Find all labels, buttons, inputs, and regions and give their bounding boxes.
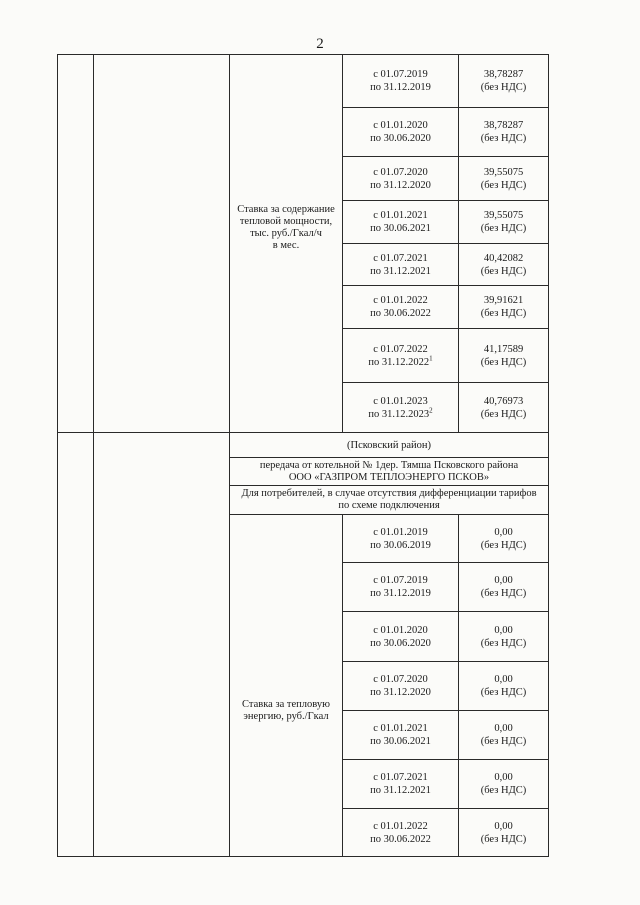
tariff-value: 39,55075 (483, 166, 524, 178)
period-from: с 01.01.2021 (373, 723, 428, 734)
rate-label-line: тыс. руб./Гкал/ч (250, 228, 322, 239)
rate-label-line: в мес. (272, 240, 300, 251)
vat-note: (без НДС) (480, 687, 527, 698)
period-cell (343, 515, 458, 562)
period-to: по 31.12.2019 (370, 588, 431, 599)
vat-note: (без НДС) (480, 588, 527, 599)
period-from: с 01.01.2020 (373, 120, 428, 131)
period-cell (343, 55, 458, 107)
period-cell (343, 383, 458, 432)
period-to: по 30.06.2021 (370, 736, 431, 747)
tariff-value: 0,00 (494, 674, 513, 685)
period-from: с 01.07.2022 (373, 343, 428, 355)
vat-note: (без НДС) (480, 637, 527, 649)
rate-label-line: энергию, руб./Гкал (243, 711, 329, 722)
period-from: с 01.01.2019 (373, 526, 428, 538)
value-cell (459, 201, 548, 243)
period-cell (343, 201, 458, 243)
value-cell (459, 612, 548, 661)
tariff-value: 39,91621 (483, 295, 524, 306)
table-border-right (548, 54, 549, 857)
period-cell (343, 244, 458, 285)
value-cell (459, 329, 548, 382)
value-cell (459, 809, 548, 856)
value-cell (459, 515, 548, 562)
period-to: по 31.12.2020 (370, 179, 431, 191)
vat-note: (без НДС) (480, 736, 527, 747)
tariff-value: 0,00 (494, 624, 513, 636)
rate-label-line: Ставка за тепловую (242, 699, 330, 710)
tariff-value: 38,78287 (483, 69, 524, 80)
rate-label-line: Ставка за содержание (237, 204, 335, 215)
tariff-value: 40,42082 (483, 252, 524, 264)
value-cell (459, 760, 548, 808)
vat-note: (без НДС) (480, 408, 527, 420)
table-col-divider (229, 54, 230, 432)
transmission-row (230, 458, 548, 485)
period-cell (343, 286, 458, 328)
period-from: с 01.07.2021 (373, 252, 428, 264)
tariff-value: 0,00 (494, 772, 513, 783)
period-from: с 01.01.2022 (373, 820, 428, 832)
period-cell (343, 329, 458, 382)
period-to (368, 408, 432, 421)
footnote-mark: 1 (429, 354, 433, 362)
period-to: по 31.12.2021 (370, 265, 431, 277)
period-from: с 01.07.2020 (373, 166, 428, 178)
tariff-value: 0,00 (494, 575, 513, 586)
rate-label-capacity (231, 204, 341, 252)
value-cell (459, 711, 548, 759)
period-to-text: по 31.12.2022 (368, 356, 430, 368)
period-from: с 01.01.2020 (373, 624, 428, 636)
page-number: 2 (316, 36, 324, 52)
period-to: по 31.12.2021 (370, 785, 431, 796)
period-to: по 30.06.2022 (370, 833, 431, 845)
value-cell (459, 662, 548, 710)
tariff-value: 41,17589 (483, 343, 524, 355)
value-cell (459, 108, 548, 156)
value-cell (459, 55, 548, 107)
vat-note: (без НДС) (480, 308, 527, 319)
consumers-line: по схеме подключения (338, 500, 440, 511)
period-cell (343, 760, 458, 808)
period-to: по 30.06.2022 (370, 308, 431, 319)
table-col-divider (93, 54, 94, 857)
vat-note: (без НДС) (480, 785, 527, 796)
value-cell (459, 563, 548, 611)
period-from: с 01.07.2019 (373, 69, 428, 80)
vat-note: (без НДС) (480, 82, 527, 93)
vat-note: (без НДС) (480, 223, 527, 234)
period-cell (343, 563, 458, 611)
vat-note: (без НДС) (480, 265, 527, 277)
period-to: по 30.06.2019 (370, 539, 431, 551)
tariff-value: 38,78287 (483, 120, 524, 131)
tariff-value: 0,00 (494, 526, 513, 538)
period-cell (343, 711, 458, 759)
tariff-value: 40,76973 (483, 395, 524, 407)
table-border-left (57, 54, 58, 857)
period-cell (343, 809, 458, 856)
tariff-value: 0,00 (494, 723, 513, 734)
period-cell (343, 612, 458, 661)
period-to (368, 356, 432, 369)
value-cell (459, 286, 548, 328)
period-from: с 01.07.2021 (373, 772, 428, 783)
consumers-line: Для потребителей, в случае отсутствия дифференциации тарифов (241, 488, 537, 499)
period-from: с 01.07.2020 (373, 674, 428, 685)
period-cell (343, 108, 458, 156)
period-cell (343, 157, 458, 200)
value-cell (459, 383, 548, 432)
footnote-mark: 2 (429, 406, 433, 414)
vat-note: (без НДС) (480, 133, 527, 144)
vat-note: (без НДС) (480, 539, 527, 551)
district-label: (Псковский район) (347, 439, 431, 451)
transmission-line: передача от котельной № 1дер. Тямша Псковского района (259, 459, 519, 471)
period-from: с 01.01.2022 (373, 295, 428, 306)
table-border-bottom (57, 856, 549, 857)
period-to: по 30.06.2020 (370, 637, 431, 649)
consumers-row (230, 486, 548, 514)
value-cell (459, 157, 548, 200)
tariff-value: 39,55075 (483, 210, 524, 221)
period-to: по 30.06.2021 (370, 223, 431, 234)
period-from: с 01.07.2019 (373, 575, 428, 586)
period-cell (343, 662, 458, 710)
transmission-line: ООО «ГАЗПРОМ ТЕПЛОЭНЕРГО ПСКОВ» (288, 471, 490, 483)
period-to-text: по 31.12.2023 (368, 408, 430, 420)
rate-label-line: тепловой мощности, (239, 216, 333, 227)
district-row (230, 433, 548, 457)
value-cell (459, 244, 548, 285)
period-from: с 01.01.2023 (373, 395, 428, 407)
tariff-value: 0,00 (494, 820, 513, 832)
period-from: с 01.01.2021 (373, 210, 428, 221)
rate-label-energy (231, 699, 341, 723)
vat-note: (без НДС) (480, 833, 527, 845)
vat-note: (без НДС) (480, 356, 527, 368)
period-to: по 30.06.2020 (370, 133, 431, 144)
period-to: по 31.12.2020 (370, 687, 431, 698)
table-col-divider (229, 514, 230, 857)
vat-note: (без НДС) (480, 179, 527, 191)
period-to: по 31.12.2019 (370, 82, 431, 93)
